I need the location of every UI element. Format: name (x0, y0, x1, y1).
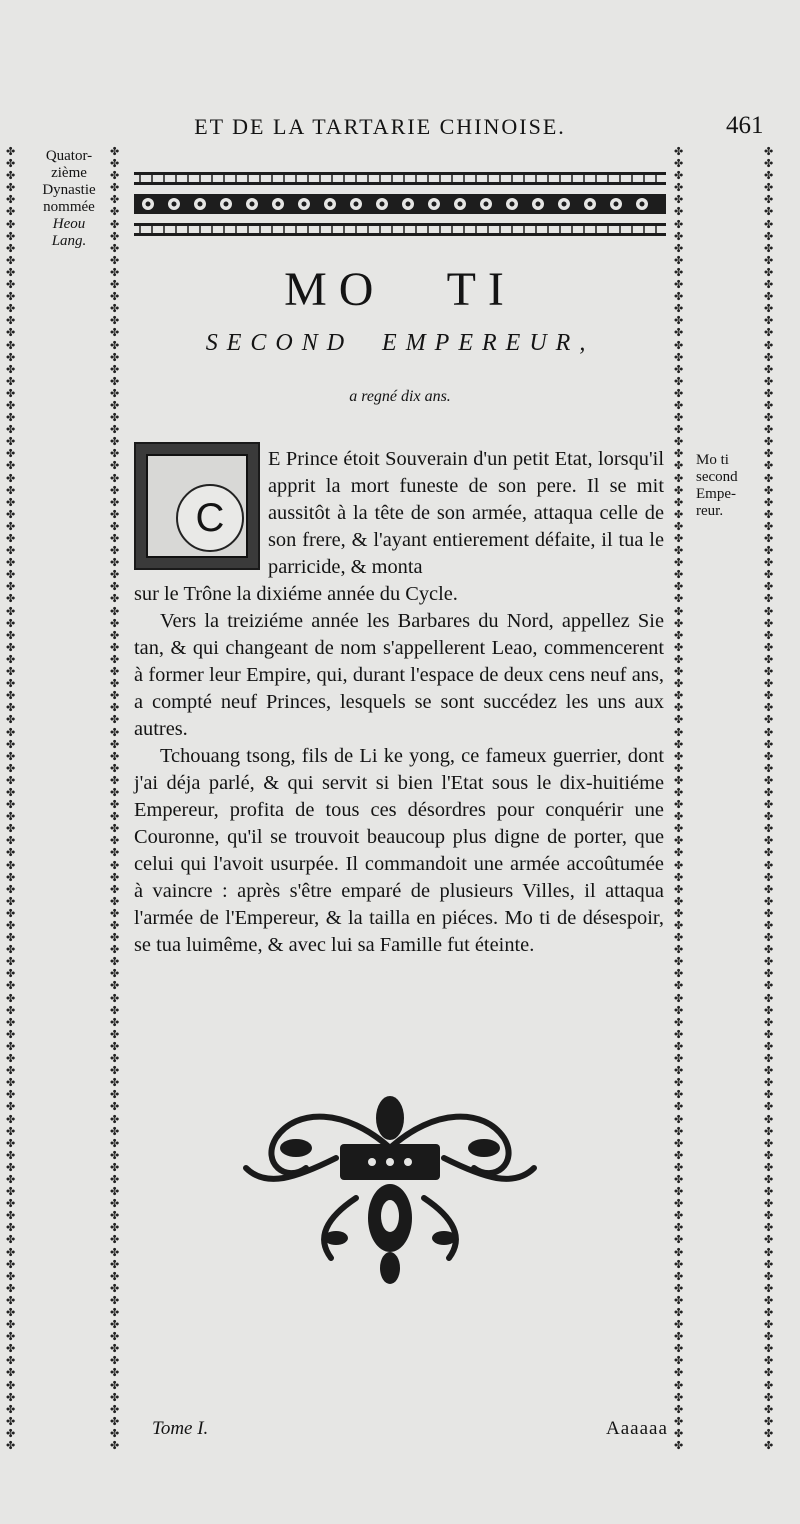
margin-note-line: Heou (52, 216, 86, 232)
margin-note-line: Quator- (45, 148, 93, 164)
decorated-initial (134, 442, 260, 570)
margin-note-line: reur. (696, 503, 724, 519)
initial-letter: C (176, 484, 244, 552)
paragraph-2 (134, 608, 664, 743)
headpiece-ornament (134, 168, 666, 240)
paragraph-1-wrapped (268, 446, 664, 581)
margin-note-line: Mo ti (696, 452, 729, 468)
page-number: 461 (726, 112, 764, 139)
signature-mark: Tome I. (152, 1418, 209, 1439)
catchword: Aaaaaa (606, 1418, 668, 1439)
chapter-subtitle: SECOND EMPEREUR, (205, 330, 595, 356)
tailpiece-ornament (236, 1088, 544, 1288)
reign-line: a regné dix ans. (349, 388, 451, 405)
margin-note-line: second (696, 469, 738, 485)
paragraph-text: E Prince étoit Souverain d'un petit Etat, lorsqu'il apprit la mort funeste de son pere. Il se mit aussitôt à la tête de son armée, attaqua celle de son frere, & l'ayant entierement défaite, il tua le parricide, & monta (268, 448, 664, 578)
paragraph-1-continuation (134, 581, 664, 608)
paragraph-text: Tchouang tsong, fils de Li ke yong, ce fameux guerrier, dont j'ai déja parlé, & qui servit si bien l'Etat sous le dix-huitiéme Empereur, profita de tous ces désordres pour conquérir une Couronne, qu'il se trouvoit beaucoup plus digne de porter, que celui qui l'avoit usurpée. Il commandoit une armée accoûtumée à vaincre : après s'être emparé de plusieurs Villes, il attaqua l'armée de l'Empereur, & la tailla en piéces. Mo ti de désespoir, se tua luimême, & avec lui sa Famille fut éteinte. (134, 745, 664, 956)
margin-note-line: Empe- (696, 486, 736, 502)
paragraph-text: sur le Trône la dixiéme année du Cycle. (134, 583, 458, 605)
fleuron-border-left: ✤✤✤✤✤✤✤✤✤✤✤✤✤✤✤✤✤✤✤✤✤✤✤✤✤✤✤✤✤✤✤✤✤✤✤✤✤✤✤✤✤✤✤✤✤✤✤✤✤✤✤✤✤✤✤✤✤✤✤✤✤✤✤✤✤✤✤✤✤✤✤✤✤✤✤✤✤✤✤✤✤✤✤✤✤✤✤✤✤✤✤✤✤✤✤✤✤✤✤✤✤✤✤✤✤✤✤✤ (110, 145, 120, 1453)
fleuron-border-right: ✤✤✤✤✤✤✤✤✤✤✤✤✤✤✤✤✤✤✤✤✤✤✤✤✤✤✤✤✤✤✤✤✤✤✤✤✤✤✤✤✤✤✤✤✤✤✤✤✤✤✤✤✤✤✤✤✤✤✤✤✤✤✤✤✤✤✤✤✤✤✤✤✤✤✤✤✤✤✤✤✤✤✤✤✤✤✤✤✤✤✤✤✤✤✤✤✤✤✤✤✤✤✤✤✤✤✤✤ (674, 145, 684, 1453)
margin-note-line: zième (51, 165, 87, 181)
paragraph-text: Vers la treiziéme année les Barbares du Nord, appellez Sie tan, & qui changeant de nom s'appellerent Leao, commencerent à former leur Empire, qui, durant l'espace de deux cens neuf ans, a compté neuf Princes, lesquels se sont succédez les uns aux autres. (134, 610, 664, 740)
fleuron-border-far-right: ✤✤✤✤✤✤✤✤✤✤✤✤✤✤✤✤✤✤✤✤✤✤✤✤✤✤✤✤✤✤✤✤✤✤✤✤✤✤✤✤✤✤✤✤✤✤✤✤✤✤✤✤✤✤✤✤✤✤✤✤✤✤✤✤✤✤✤✤✤✤✤✤✤✤✤✤✤✤✤✤✤✤✤✤✤✤✤✤✤✤✤✤✤✤✤✤✤✤✤✤✤✤✤✤✤✤✤✤ (764, 145, 774, 1453)
running-head: ET DE LA TARTARIE CHINOISE. (194, 114, 566, 139)
paragraph-3 (134, 743, 664, 959)
chapter-title: MO TI (284, 263, 516, 316)
fleuron-border-far-left: ✤✤✤✤✤✤✤✤✤✤✤✤✤✤✤✤✤✤✤✤✤✤✤✤✤✤✤✤✤✤✤✤✤✤✤✤✤✤✤✤✤✤✤✤✤✤✤✤✤✤✤✤✤✤✤✤✤✤✤✤✤✤✤✤✤✤✤✤✤✤✤✤✤✤✤✤✤✤✤✤✤✤✤✤✤✤✤✤✤✤✤✤✤✤✤✤✤✤✤✤✤✤✤✤✤✤✤✤ (6, 145, 16, 1453)
initial-frame (146, 454, 248, 558)
margin-note-line: Dynastie (42, 182, 96, 198)
margin-note-line: Lang. (51, 233, 87, 249)
margin-note-dynasty (30, 148, 108, 250)
margin-note-emperor (696, 452, 766, 520)
margin-note-line: nommée (43, 199, 95, 215)
